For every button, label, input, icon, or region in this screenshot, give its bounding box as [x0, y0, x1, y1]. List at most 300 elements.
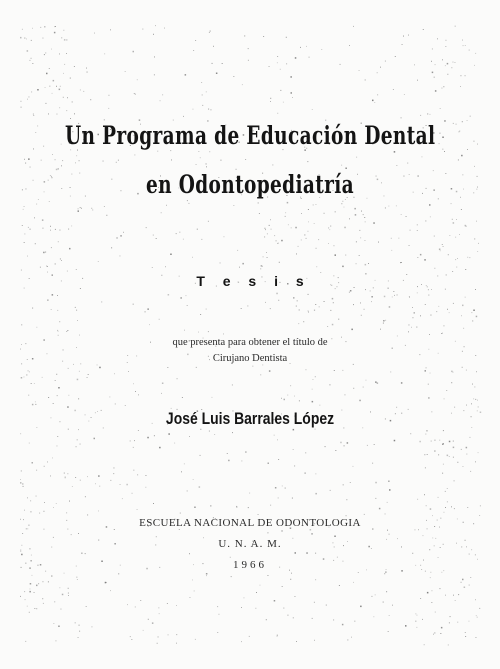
speckle-dot: [213, 46, 214, 47]
speckle-dot: [365, 289, 366, 290]
speckle-dot: [54, 601, 55, 602]
speckle-dot: [293, 449, 294, 450]
speckle-dot: [388, 481, 390, 483]
speckle-dot: [53, 80, 55, 82]
speckle-dot: [27, 99, 28, 100]
speckle-dot: [417, 230, 418, 231]
speckle-dot: [361, 315, 362, 316]
speckle-dot: [410, 230, 411, 231]
speckle-dot: [308, 209, 309, 210]
speckle-dot: [394, 440, 396, 442]
speckle-dot: [268, 575, 269, 576]
speckle-dot: [87, 515, 88, 516]
speckle-dot: [359, 400, 361, 402]
speckle-dot: [187, 200, 188, 201]
speckle-dot: [476, 371, 477, 372]
speckle-dot: [414, 64, 415, 65]
speckle-dot: [206, 573, 208, 575]
speckle-dot: [295, 596, 296, 597]
speckle-dot: [66, 331, 67, 332]
speckle-dot: [274, 235, 275, 236]
speckle-dot: [59, 89, 61, 91]
speckle-dot: [125, 405, 126, 406]
speckle-dot: [28, 395, 29, 396]
speckle-dot: [467, 120, 468, 121]
speckle-dot: [450, 616, 451, 617]
speckle-dot: [247, 306, 248, 307]
speckle-dot: [152, 622, 154, 624]
speckle-dot: [24, 242, 25, 243]
speckle-dot: [329, 229, 330, 230]
speckle-dot: [321, 49, 322, 50]
speckle-dot: [405, 625, 407, 627]
speckle-dot: [460, 197, 461, 198]
speckle-dot: [249, 493, 250, 494]
speckle-dot: [435, 440, 436, 441]
speckle-dot: [420, 254, 422, 256]
speckle-dot: [108, 108, 109, 109]
speckle-dot: [401, 214, 402, 215]
speckle-dot: [241, 607, 242, 608]
speckle-dot: [306, 552, 308, 554]
speckle-dot: [427, 592, 429, 594]
speckle-dot: [326, 605, 327, 606]
speckle-dot: [411, 327, 412, 328]
speckle-dot: [36, 327, 37, 328]
speckle-dot: [147, 308, 149, 310]
speckle-dot: [473, 192, 474, 193]
speckle-dot: [462, 351, 463, 352]
speckle-dot: [350, 482, 351, 483]
speckle-dot: [244, 597, 245, 598]
speckle-dot: [32, 575, 33, 576]
speckle-dot: [20, 37, 22, 39]
speckle-dot: [444, 325, 445, 326]
speckle-dot: [409, 297, 410, 298]
thesis-title-line-1: Un Programa de Educación Dental: [65, 121, 436, 150]
speckle-dot: [98, 261, 99, 262]
speckle-dot: [291, 227, 292, 228]
speckle-dot: [118, 573, 119, 574]
speckle-dot: [241, 641, 242, 642]
speckle-dot: [20, 349, 21, 350]
speckle-dot: [44, 26, 46, 28]
speckle-dot: [31, 92, 32, 93]
speckle-dot: [443, 86, 444, 87]
speckle-dot: [431, 441, 432, 442]
speckle-dot: [245, 451, 247, 453]
speckle-dot: [415, 613, 416, 614]
speckle-dot: [466, 454, 467, 455]
speckle-dot: [227, 453, 228, 454]
speckle-dot: [456, 219, 457, 220]
speckle-dot: [63, 73, 64, 74]
speckle-dot: [116, 162, 117, 163]
speckle-dot: [53, 403, 54, 404]
speckle-dot: [68, 588, 69, 589]
speckle-dot: [471, 416, 472, 417]
speckle-dot: [424, 494, 425, 495]
speckle-dot: [53, 623, 54, 624]
speckle-dot: [434, 633, 435, 634]
speckle-dot: [262, 365, 263, 366]
speckle-dot: [214, 434, 215, 435]
speckle-dot: [46, 103, 47, 104]
speckle-dot: [99, 367, 101, 369]
speckle-dot: [22, 483, 24, 485]
speckle-dot: [123, 232, 124, 233]
speckle-dot: [58, 168, 60, 170]
speckle-dot: [355, 214, 357, 216]
speckle-dot: [432, 515, 433, 516]
speckle-dot: [20, 479, 21, 480]
speckle-dot: [177, 378, 178, 379]
speckle-dot: [269, 370, 271, 372]
speckle-dot: [356, 241, 357, 242]
speckle-dot: [363, 214, 364, 215]
speckle-dot: [277, 113, 278, 114]
speckle-dot: [472, 321, 473, 322]
speckle-dot: [330, 310, 331, 311]
speckle-dot: [87, 476, 88, 477]
speckle-dot: [22, 533, 23, 534]
speckle-dot: [134, 440, 135, 441]
speckle-dot: [459, 131, 460, 132]
speckle-dot: [28, 370, 29, 371]
speckle-dot: [477, 176, 478, 177]
speckle-dot: [31, 511, 32, 512]
speckle-dot: [293, 617, 294, 618]
speckle-dot: [444, 398, 445, 399]
speckle-dot: [312, 389, 313, 390]
speckle-dot: [61, 188, 62, 189]
speckle-dot: [29, 97, 30, 98]
speckle-dot: [35, 243, 36, 244]
speckle-dot: [266, 252, 267, 253]
speckle-dot: [31, 383, 32, 384]
speckle-dot: [464, 587, 466, 589]
speckle-dot: [71, 534, 72, 535]
speckle-dot: [344, 207, 345, 208]
speckle-dot: [396, 407, 397, 408]
speckle-dot: [153, 235, 154, 236]
speckle-dot: [23, 486, 24, 487]
speckle-dot: [475, 554, 476, 555]
speckle-dot: [453, 457, 454, 458]
speckle-dot: [384, 573, 385, 574]
speckle-dot: [135, 391, 136, 392]
speckle-dot: [425, 467, 426, 468]
speckle-dot: [24, 377, 25, 378]
speckle-dot: [443, 246, 444, 247]
speckle-dot: [94, 438, 96, 440]
speckle-dot: [384, 296, 386, 298]
speckle-dot: [310, 529, 312, 531]
speckle-dot: [319, 405, 320, 406]
speckle-dot: [30, 589, 31, 590]
speckle-dot: [424, 644, 425, 645]
speckle-dot: [368, 263, 369, 264]
speckle-dot: [458, 594, 459, 595]
speckle-dot: [383, 602, 384, 603]
speckle-dot: [319, 306, 320, 307]
speckle-dot: [415, 529, 416, 530]
speckle-dot: [308, 231, 309, 232]
speckle-dot: [452, 271, 453, 272]
speckle-dot: [64, 64, 65, 65]
speckle-dot: [120, 484, 121, 485]
speckle-dot: [179, 232, 180, 233]
speckle-dot: [244, 36, 245, 37]
speckle-dot: [50, 175, 51, 176]
speckle-dot: [103, 161, 104, 162]
speckle-dot: [221, 160, 222, 161]
speckle-dot: [293, 297, 295, 299]
speckle-dot: [301, 213, 302, 214]
speckle-dot: [385, 61, 386, 62]
speckle-dot: [277, 439, 278, 440]
speckle-dot: [22, 225, 23, 226]
speckle-dot: [359, 230, 360, 231]
speckle-dot: [443, 430, 444, 431]
speckle-dot: [269, 225, 270, 226]
speckle-dot: [30, 60, 31, 61]
speckle-dot: [126, 484, 128, 486]
speckle-dot: [278, 243, 279, 244]
speckle-dot: [68, 395, 69, 396]
speckle-dot: [426, 505, 427, 506]
speckle-dot: [159, 447, 161, 449]
speckle-dot: [448, 254, 449, 255]
speckle-dot: [165, 266, 166, 267]
speckle-dot: [455, 600, 456, 601]
speckle-dot: [265, 228, 266, 229]
speckle-dot: [46, 266, 47, 267]
speckle-dot: [416, 327, 417, 328]
speckle-dot: [34, 592, 35, 593]
speckle-dot: [479, 608, 480, 609]
speckle-dot: [138, 394, 139, 395]
speckle-dot: [453, 222, 455, 224]
speckle-dot: [159, 613, 160, 614]
speckle-dot: [351, 637, 352, 638]
speckle-dot: [377, 94, 378, 95]
speckle-dot: [453, 595, 454, 596]
speckle-dot: [270, 98, 271, 99]
speckle-dot: [349, 45, 350, 46]
speckle-dot: [431, 289, 432, 290]
speckle-dot: [404, 94, 405, 95]
speckle-dot: [198, 151, 199, 152]
speckle-dot: [380, 67, 381, 68]
speckle-dot: [433, 634, 434, 635]
speckle-dot: [345, 199, 346, 200]
speckle-dot: [412, 553, 413, 554]
speckle-dot: [104, 206, 105, 207]
speckle-dot: [473, 398, 474, 399]
speckle-dot: [409, 245, 410, 246]
speckle-dot: [285, 216, 286, 217]
speckle-dot: [341, 203, 342, 204]
speckle-dot: [21, 471, 22, 472]
speckle-dot: [451, 188, 453, 190]
speckle-dot: [193, 479, 194, 480]
speckle-dot: [79, 160, 80, 161]
speckle-dot: [26, 189, 27, 190]
speckle-dot: [48, 581, 49, 582]
speckle-dot: [264, 237, 265, 238]
speckle-dot: [47, 299, 49, 301]
speckle-dot: [55, 380, 56, 381]
speckle-dot: [373, 222, 375, 224]
speckle-dot: [190, 597, 191, 598]
speckle-dot: [383, 323, 384, 324]
speckle-dot: [263, 256, 264, 257]
speckle-dot: [42, 598, 43, 599]
speckle-dot: [327, 326, 328, 327]
speckle-dot: [338, 319, 339, 320]
speckle-dot: [315, 304, 316, 305]
speckle-dot: [58, 241, 59, 242]
speckle-dot: [236, 506, 238, 508]
speckle-dot: [44, 502, 45, 503]
speckle-dot: [170, 150, 171, 151]
speckle-dot: [75, 477, 76, 478]
speckle-dot: [200, 455, 201, 456]
speckle-dot: [312, 109, 313, 110]
speckle-dot: [248, 60, 249, 61]
speckle-dot: [456, 191, 458, 193]
speckle-dot: [477, 400, 478, 401]
speckle-dot: [454, 407, 455, 408]
speckle-dot: [423, 29, 424, 30]
speckle-dot: [442, 244, 443, 245]
speckle-dot: [353, 26, 354, 27]
speckle-dot: [351, 329, 353, 331]
speckle-dot: [33, 114, 34, 115]
speckle-dot: [25, 641, 26, 642]
speckle-dot: [75, 307, 76, 308]
speckle-dot: [330, 384, 331, 385]
speckle-dot: [308, 221, 309, 222]
speckle-dot: [325, 446, 326, 447]
speckle-dot: [61, 609, 62, 610]
speckle-dot: [98, 475, 100, 477]
speckle-dot: [314, 602, 315, 603]
speckle-dot: [340, 442, 342, 444]
speckle-dot: [449, 622, 450, 623]
speckle-dot: [430, 216, 431, 217]
speckle-dot: [195, 40, 196, 41]
speckle-dot: [27, 497, 28, 498]
speckle-dot: [375, 498, 376, 499]
speckle-dot: [365, 80, 366, 81]
speckle-dot: [206, 575, 207, 576]
speckle-dot: [43, 581, 44, 582]
speckle-dot: [266, 619, 267, 620]
speckle-dot: [20, 482, 22, 484]
speckle-dot: [439, 143, 440, 144]
speckle-dot: [152, 267, 153, 268]
speckle-dot: [249, 636, 250, 637]
speckle-dot: [181, 471, 182, 472]
speckle-dot: [85, 553, 86, 554]
speckle-dot: [441, 627, 443, 629]
speckle-dot: [260, 268, 261, 269]
speckle-dot: [283, 102, 284, 103]
speckle-dot: [480, 505, 481, 506]
speckle-dot: [44, 511, 45, 512]
speckle-dot: [354, 208, 356, 210]
speckle-dot: [35, 132, 36, 133]
speckle-dot: [374, 444, 375, 445]
speckle-dot: [21, 554, 23, 556]
speckle-dot: [202, 95, 203, 96]
speckle-dot: [304, 472, 306, 474]
speckle-dot: [477, 187, 478, 188]
speckle-dot: [43, 228, 44, 229]
speckle-dot: [434, 77, 435, 78]
speckle-dot: [353, 364, 354, 365]
speckle-dot: [115, 404, 116, 405]
speckle-dot: [146, 227, 147, 228]
speckle-dot: [185, 74, 187, 76]
speckle-dot: [76, 155, 77, 156]
speckle-dot: [356, 263, 357, 264]
speckle-dot: [245, 159, 246, 160]
speckle-dot: [154, 435, 155, 436]
speckle-dot: [330, 226, 331, 227]
speckle-dot: [345, 255, 346, 256]
speckle-dot: [189, 203, 190, 204]
speckle-dot: [256, 592, 257, 593]
speckle-dot: [60, 259, 61, 260]
speckle-dot: [408, 331, 409, 332]
speckle-dot: [372, 596, 373, 597]
speckle-dot: [134, 93, 135, 94]
speckle-dot: [164, 28, 165, 29]
speckle-dot: [315, 493, 317, 495]
speckle-dot: [44, 54, 45, 55]
speckle-dot: [478, 243, 479, 244]
speckle-dot: [109, 95, 110, 96]
speckle-dot: [402, 44, 403, 45]
speckle-dot: [465, 636, 466, 637]
speckle-dot: [403, 36, 404, 37]
speckle-dot: [438, 306, 439, 307]
speckle-dot: [54, 32, 56, 34]
speckle-dot: [407, 163, 408, 164]
speckle-dot: [395, 56, 396, 57]
speckle-dot: [479, 515, 480, 516]
speckle-dot: [68, 595, 69, 596]
speckle-dot: [68, 593, 69, 594]
speckle-dot: [281, 398, 282, 399]
speckle-dot: [114, 468, 115, 469]
speckle-dot: [462, 579, 464, 581]
speckle-dot: [430, 572, 431, 573]
speckle-dot: [201, 82, 202, 83]
speckle-dot: [423, 535, 424, 536]
speckle-dot: [49, 68, 50, 69]
speckle-dot: [270, 101, 271, 102]
speckle-dot: [438, 454, 439, 455]
speckle-dot: [471, 403, 472, 404]
speckle-dot: [78, 210, 80, 212]
speckle-dot: [133, 383, 134, 384]
speckle-dot: [367, 445, 368, 446]
speckle-dot: [148, 619, 149, 620]
